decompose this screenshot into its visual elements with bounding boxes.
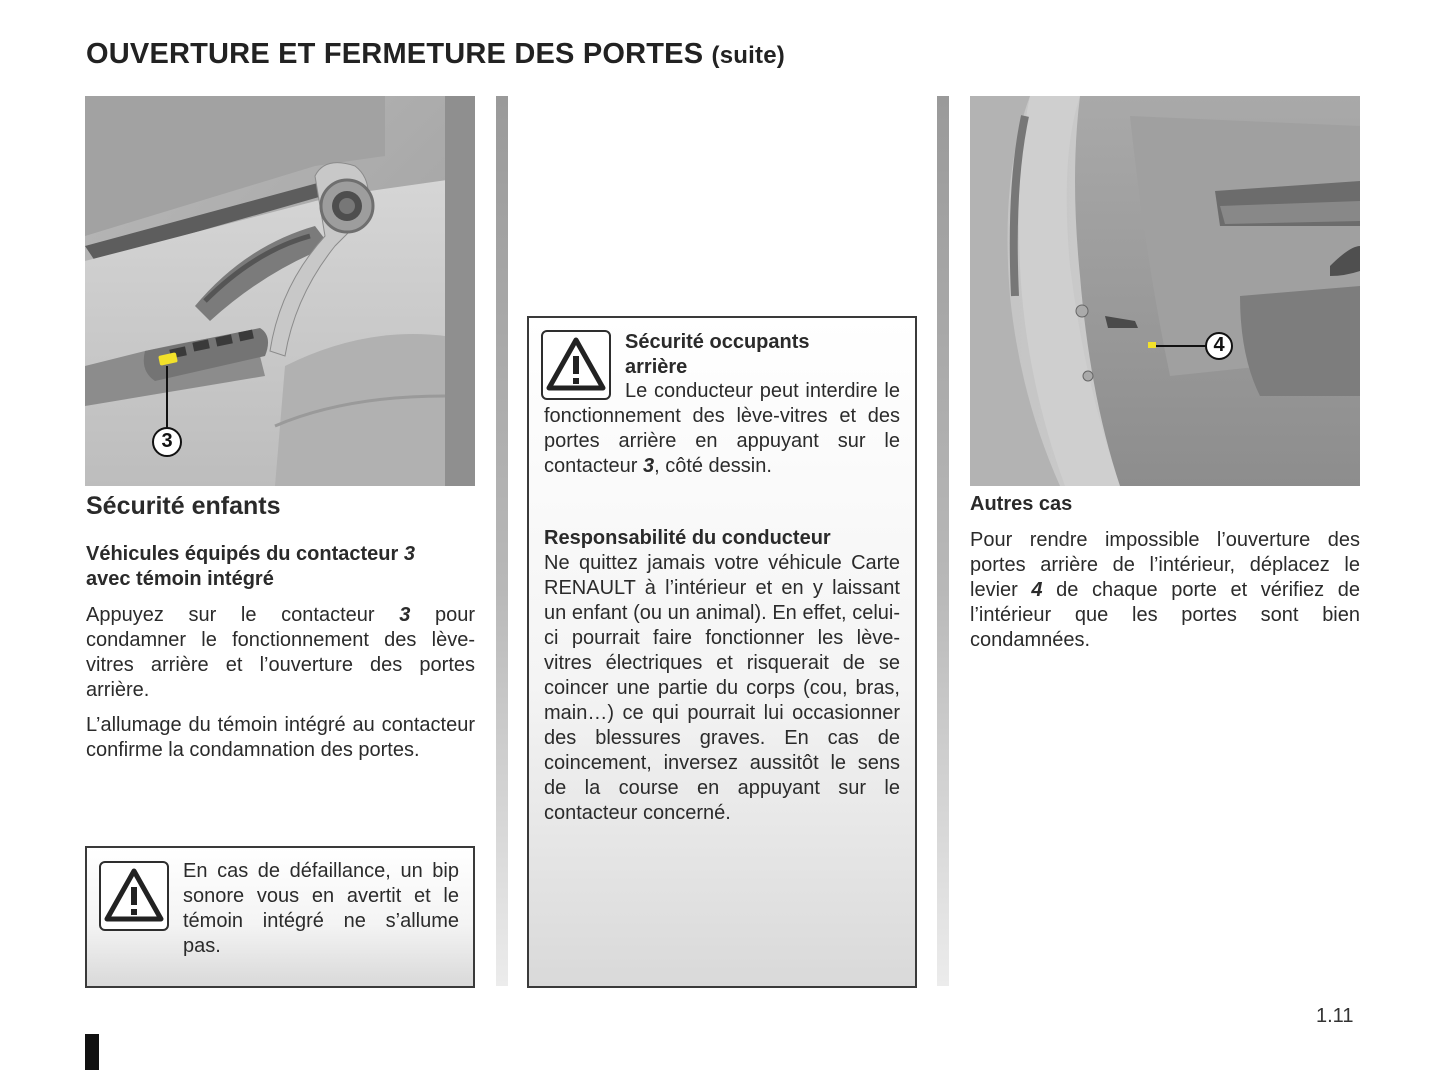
- right-para-end: de chaque porte et vérifiez de l’intérieur que les portes sont bien condamnées.: [970, 579, 1360, 651]
- warning-paragraph-1: [544, 379, 900, 479]
- right-paragraph: [970, 528, 1360, 653]
- heading-securite-enfants: Sécurité enfants: [86, 492, 281, 520]
- warning-box-middle: [527, 316, 917, 988]
- right-para-start: Pour rendre impossible l’ouverture des portes arrière de l’intérieur, déplacez le levier: [970, 529, 1360, 601]
- page-title-main: OUVERTURE ET FERMETURE DES PORTES: [86, 38, 704, 70]
- rear-door-photo: [970, 96, 1360, 486]
- subheading-text-2: avec témoin intégré: [86, 568, 274, 590]
- warning-left-text: En cas de défaillance, un bip sonore vous en avertit et le témoin intégré ne s’allume pas.: [183, 860, 459, 957]
- door-panel-illustration: [85, 96, 475, 486]
- warning-p1-ref: 3: [642, 455, 655, 477]
- para1-start: Appuyez sur le contacteur: [86, 604, 400, 626]
- heading-autres-cas: Autres cas: [970, 493, 1073, 515]
- column-separator-right: [937, 96, 949, 986]
- door-panel-photo: [85, 96, 475, 486]
- para1-ref: 3: [399, 604, 411, 626]
- warning-box-left: [85, 846, 475, 988]
- warning-subtitle: Responsabilité du conducteur: [544, 527, 831, 549]
- door-lock-lever: [1148, 342, 1156, 348]
- warning-triangle-icon: [99, 861, 169, 931]
- page-title: [86, 38, 785, 71]
- left-paragraph-1: [86, 603, 475, 703]
- figure-callout-3: 3: [161, 430, 173, 452]
- right-para-ref: 4: [1031, 579, 1043, 601]
- subheading-vehicules: [86, 542, 476, 592]
- page-title-suffix: (suite): [711, 42, 785, 69]
- margin-marker: [85, 1034, 99, 1070]
- warning-p1-end: , côté dessin.: [654, 455, 772, 477]
- subheading-ref: 3: [403, 543, 415, 565]
- page-number: 1.11: [1316, 1005, 1354, 1027]
- rear-door-illustration: [970, 96, 1360, 486]
- subheading-text: Véhicules équipés du contacteur: [86, 543, 404, 565]
- warning-p1-start: Le conducteur peut interdire le fonctionnement des lève-vitres et des portes arrière en appuyant sur le contacteur: [544, 380, 900, 477]
- warning-paragraph-2: Ne quittez jamais votre véhicule Carte RENAULT à l’intérieur et en y laissant un enfant (ou un animal). En effet, celui-ci pourrait faire fonctionner les lève-vitres électriques et risquerait de se coincer une partie du corps (cou, bras, main…) ce qui pourrait lui occasionner des blessures graves. En cas de coincement, inversez aussitôt le sens de la course en appuyant sur le contacteur concerné.: [544, 552, 900, 824]
- warning-title: Sécurité occupants arrière: [625, 331, 810, 378]
- column-separator-left: [496, 96, 508, 986]
- figure-callout-4: 4: [1213, 334, 1225, 356]
- para1-end: pour condamner le fonctionnement des lève-vitres arrière et l’ouverture des portes arrière.: [86, 604, 475, 701]
- left-paragraph-2: L’allumage du témoin intégré au contacteur confirme la condamnation des portes.: [86, 714, 475, 761]
